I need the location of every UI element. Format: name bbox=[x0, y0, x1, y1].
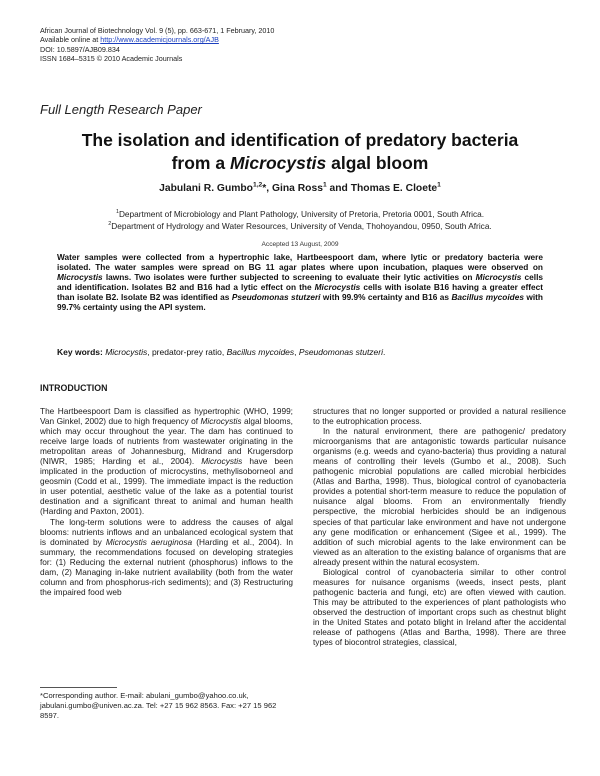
body-text: algal blooms, which may occur throughout the year. The dam has continued to receive large loads of nutrients from wastewater originating in the metropolitan areas of Johannesburg, Midrand and Krugersdorp (NIWR, 1985; Harding et al., 2004). bbox=[40, 416, 293, 467]
paper-title bbox=[40, 129, 560, 175]
keyword-text: . bbox=[383, 347, 386, 357]
abstract bbox=[57, 252, 543, 313]
keyword-text: , predator-prey ratio, bbox=[147, 347, 227, 357]
corresponding-author-footnote: *Corresponding author. E-mail: abulani_gumbo@yahoo.co.uk, jabulani.gumbo@univen.ac.za. Tel: +27 15 962 8563. Fax: +27 15 962 8597. bbox=[40, 691, 277, 721]
abstract-italic: Microcystis bbox=[314, 282, 361, 293]
doi: DOI: 10.5897/AJB09.834 bbox=[40, 44, 120, 54]
paragraph: In the natural environment, there are pathogenic/ predatory microorganisms that are antagonistic towards particular nuisance organisms (e.g. weeds and cyano-bacteria) thus providing a natural means of controlling their levels (Gumbo et al., 2008). Such pathogenic microbial populations are called microbial herbicides (Atlas and Bartha, 1998). Thus, biological control of cyanobacteria provides a potential short-term measure to reduce the population of nuisance algal blooms. From an environmentally friendly perspective, the microbial herbicides should be an indigenous species of that particular lake environment and have not undergone any gene modification or enhancement (Sigee et al., 1999). The addition of such microbial agents to the lake environment can be viewed as an alteration to the existing balance of organisms that are already present within the natural ecosystem. bbox=[313, 426, 566, 567]
accepted-date: Accepted 13 August, 2009 bbox=[261, 241, 339, 248]
paper-type: Full Length Research Paper bbox=[40, 102, 202, 117]
affiliation-number: 2 bbox=[108, 221, 112, 228]
author-name: Jabulani R. Gumbo bbox=[159, 183, 253, 194]
affiliation-text: Department of Hydrology and Water Resources, University of Venda, Thohoyandou, 0950, South Africa. bbox=[111, 221, 492, 231]
title-text: algal bloom bbox=[326, 153, 429, 173]
affiliation bbox=[40, 221, 560, 231]
affiliation-text: Department of Microbiology and Plant Pathology, University of Pretoria, Pretoria 0001, South Africa. bbox=[118, 209, 485, 219]
journal-url-link[interactable]: http://www.academicjournals.org/AJB bbox=[100, 35, 219, 45]
author-name: Thomas E. Cloete bbox=[350, 183, 438, 194]
body-text: have been implicated in the production of microcystins, methylisoborneol and geosmin (Codd et al., 1999). The immediate impact is the reduction in user potential, aesthetic value of the lake as a potential tourist destination and a significant threat to animal and human health (Harding and Paxton, 2001). bbox=[40, 456, 293, 517]
title-text: from a bbox=[171, 153, 230, 173]
body-italic: Microcystis aeruginosa bbox=[105, 536, 193, 547]
paragraph: Biological control of cyanobacteria similar to other control measures for nuisance organisms (weeds, insect pests, plant pathogenic bacteria and fungi, etc) are often viewed with caution. This may be attributed to the experiences of plant pathologists who observed the destruction of important crops such as chestnut blight in the United States and potato blight in Ireland after the accidental release of pathogens (Atlas and Bartha, 1998). There are three types of biocontrol strategies, classical, bbox=[313, 566, 566, 648]
section-heading-introduction: INTRODUCTION bbox=[40, 383, 108, 393]
affiliation-number: 1 bbox=[115, 209, 119, 216]
abstract-text: with 99.9% certainty and B16 as bbox=[320, 292, 452, 303]
body-italic: Microcystis bbox=[200, 416, 242, 427]
issn: ISSN 1684–5315 © 2010 Academic Journals bbox=[40, 53, 183, 63]
footnote-divider bbox=[40, 687, 117, 688]
keyword-italic: Pseudomonas stutzeri bbox=[298, 347, 384, 357]
title-line-2 bbox=[40, 152, 560, 175]
journal-masthead bbox=[40, 26, 274, 63]
abstract-text: lawns. Two isolates were further subjected to screening to evaluate their lytic activities on bbox=[102, 272, 476, 283]
abstract-text: Water samples were collected from a hypertrophic lake, Hartbeespoort dam, where lytic or predatory bacteria were isolated. The water samples were spread on BG 11 agar plates where upon incubation, plaques were observed on bbox=[57, 252, 543, 273]
author-separator: *, bbox=[262, 183, 272, 194]
paragraph bbox=[40, 517, 293, 597]
affiliation bbox=[40, 209, 560, 219]
availability-line bbox=[40, 35, 274, 44]
title-line-1: The isolation and identification of predatory bacteria bbox=[81, 130, 519, 150]
abstract-text: cells and identification. Isolates B2 and B16 had a lytic effect on the bbox=[57, 272, 543, 293]
paragraph bbox=[40, 406, 293, 517]
keywords-label: Key words: bbox=[57, 347, 103, 357]
paragraph: structures that no longer supported or provided a natural resilience to the eutrophication process. bbox=[313, 406, 566, 427]
author-affiliation-sup: 1 bbox=[437, 181, 441, 189]
abstract-italic: Bacillus mycoides bbox=[451, 292, 524, 303]
right-column bbox=[313, 406, 566, 647]
availability-prefix: Available online at bbox=[40, 35, 101, 45]
body-text: The Hartbeespoort Dam is classified as hypertrophic (WHO, 1999; Van Ginkel, 2002) due to high frequency of bbox=[40, 406, 293, 427]
body-text: (Harding et al., 2004). In summary, the recommendations focused on developing strategies for: (1) Reducing the external nutrient (phosphorus) inflows to the dam, (2) Managing in-lake nutrient availability (both from the water column and from phosphorus-rich sediments); and (3) Restructuring the impaired food web bbox=[40, 536, 294, 597]
left-column bbox=[40, 406, 293, 597]
body-text: The long-term solutions were to address the causes of algal blooms: nutrients inflows and an unbalanced ecological system that is dominated by bbox=[40, 516, 293, 547]
abstract-text: with 99.7% certainty using the API system. bbox=[57, 292, 543, 313]
author-separator: and bbox=[326, 183, 351, 194]
body-italic: Microcystis bbox=[201, 456, 243, 467]
abstract-italic: Microcystis bbox=[475, 272, 522, 283]
journal-citation: African Journal of Biotechnology Vol. 9 (5), pp. 663-671, 1 February, 2010 bbox=[40, 26, 275, 35]
author-affiliation-sup: 1,2 bbox=[252, 181, 263, 189]
abstract-italic: Pseudomonas stutzeri bbox=[231, 292, 321, 303]
abstract-italic: Microcystis bbox=[57, 272, 103, 283]
keywords bbox=[57, 347, 543, 357]
keyword-italic: Bacillus mycoides bbox=[226, 347, 295, 357]
author-name: Gina Ross bbox=[272, 183, 323, 194]
title-italic-text: Microcystis bbox=[229, 153, 327, 173]
keyword-text: , bbox=[294, 347, 299, 357]
keyword-italic: Microcystis bbox=[105, 347, 148, 357]
author-affiliation-sup: 1 bbox=[322, 181, 327, 189]
abstract-text: cells with isolate B16 having a greater effect than isolate B2. Isolate B2 was identified as bbox=[57, 282, 543, 303]
authors bbox=[40, 183, 560, 194]
